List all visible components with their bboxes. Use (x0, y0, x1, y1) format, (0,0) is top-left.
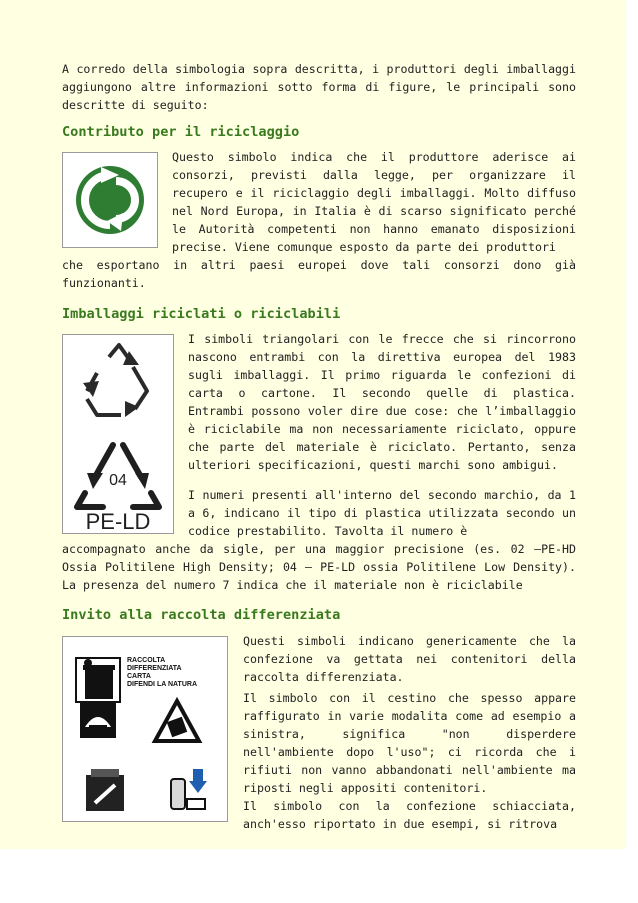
section-3-paragraph-1: Questi simboli indicano genericamente che la confezione va gettata nei contenitori della raccolta differenziata. (243, 634, 576, 684)
section-1-full-text: che esportano in altri paesi europei dove tali consorzi dono già funzionanti. (62, 258, 576, 290)
section-2-wrapped-text-2: I numeri presenti all'interno del secondo marchio, da 1 a 6, indicano il tipo di plastica utilizzata secondo un codice prestabilito. Tavolta il numero è (188, 488, 576, 538)
logo-line-1: RACCOLTA (127, 657, 166, 664)
crushed-bottle-arrow-icon (165, 765, 207, 813)
recycle-symbols-figure (62, 334, 174, 534)
disposal-square-icon (85, 769, 125, 813)
section-1-wrapped-text: Questo simbolo indica che il produttore aderisce ai consorzi, previsti dalla legge, per organizzare il recupero e il riciclaggio degli imballaggi. Molto diffuso nel Nord Europa, in Italia è di scarso significato perché le Autorità competenti non hanno emanato disposizioni precise. Viene comunque esposto da parte dei produttori (172, 150, 576, 254)
green-dot-figure (62, 152, 158, 248)
plastic-label: PE-LD (85, 509, 151, 533)
bin-square-icon (79, 701, 117, 739)
recycle-icon (63, 335, 173, 431)
logo-line-4: DIFENDI LA NATURA (127, 681, 197, 688)
plastic-code: 04 (109, 472, 127, 489)
plastic-recycle-triangle-icon (63, 433, 173, 533)
intro-paragraph: A corredo della simbologia sopra descritta, i produttori degli imballaggi aggiungono altre informazioni sotto forma di figure, le principali sono descritte di seguito: (62, 62, 576, 112)
section-2-wrapped-text: I simboli triangolari con le frecce che si rincorrono nascono entrambi con la direttiva europea del 1983 sugli imballaggi. Il primo riguarda le confezioni di carta o cartone. Il secondo quelle di plastica. Entrambi possono voler dire due cose: che l’imballaggio è riciclabile ma non necessariamente riciclato, oppure che parte del materiale è riciclato. Pertanto, senza ulteriori specificazioni, questi marchi sono ambigui. (188, 332, 576, 472)
section-heading-recycling-contribution: Contributo per il riciclaggio (62, 124, 300, 140)
crushed-pack-triangle-icon (151, 697, 203, 745)
section-3-paragraph-3: Il simbolo con la confezione schiacciata, anch'esso riportato in due esempi, si ritrova (243, 799, 576, 831)
separate-collection-figure (62, 636, 228, 822)
section-3-paragraph-2: Il simbolo con il cestino che spesso appare raffigurato in varie modalita come ad esempio a sinistra, significa "non disperdere nell'ambiente dopo l'uso"; ci ricorda che i rifiuti non vanno abbandonati nell'ambiente ma riposti negli appositi contenitori. (243, 691, 576, 795)
green-dot-icon (63, 153, 157, 247)
collection-logo-text (127, 657, 225, 689)
logo-line-3: CARTA (127, 673, 151, 680)
section-heading-recycled-packaging: Imballaggi riciclati o riciclabili (62, 306, 341, 322)
section-2-full-text: accompagnato anche da sigle, per una maggior precisione (es. 02 –PE-HD Ossia Politilene High Density; 04 – PE-LD ossia Politilene Low Density). La presenza del numero 7 indica che il materiale non è riciclabile (62, 542, 576, 592)
logo-line-2: DIFFERENZIATA (127, 665, 182, 672)
trash-bin-icon (73, 655, 125, 705)
section-heading-separate-collection: Invito alla raccolta differenziata (62, 607, 341, 623)
